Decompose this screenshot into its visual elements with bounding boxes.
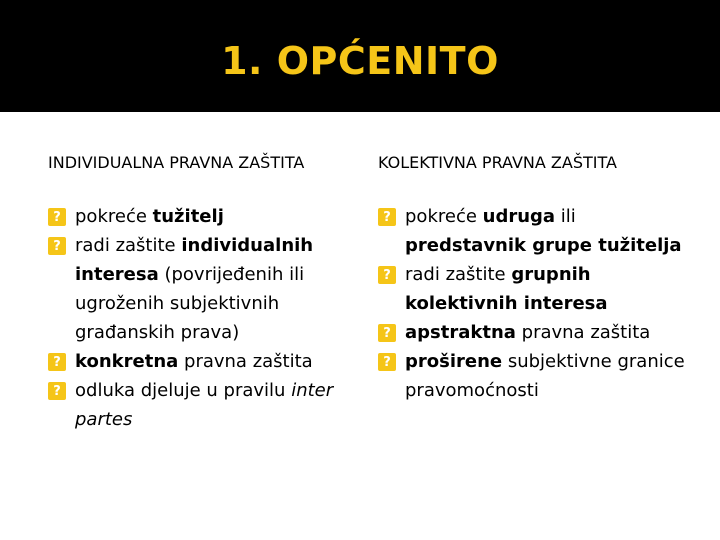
bullet-text: apstraktna — [405, 322, 516, 343]
individual-column — [48, 142, 348, 434]
bullet-glyph: ? — [53, 238, 61, 254]
bullet-glyph: ? — [383, 354, 391, 370]
bullet-text: pokreće — [405, 206, 483, 227]
individual-bullet-item — [48, 376, 348, 434]
bullet-text: pokreće — [75, 206, 153, 227]
bullet-text: tužitelj — [152, 206, 224, 227]
slide-title: 1. OPĆENITO — [221, 39, 499, 83]
collective-bullet-item — [378, 260, 688, 318]
bullet-text: predstavnik grupe tužitelja — [405, 235, 682, 256]
bullet-icon — [48, 353, 66, 371]
bullet-icon — [48, 382, 66, 400]
title-bar — [0, 0, 720, 112]
bullet-text: individualnih interesa — [75, 235, 314, 285]
bullet-text: inter partes — [75, 380, 334, 430]
collective-bullet-item — [378, 347, 688, 405]
bullet-text: grupnih kolektivnih interesa — [405, 264, 608, 314]
bullet-glyph: ? — [383, 209, 391, 225]
collective-bullet-item — [378, 318, 688, 347]
bullet-icon — [48, 208, 66, 226]
individual-bullet-item — [48, 231, 348, 347]
bullet-text: pravna zaštita — [178, 351, 313, 372]
bullet-glyph: ? — [383, 267, 391, 283]
collective-bullet-list — [378, 202, 688, 405]
collective-bullet-item — [378, 202, 688, 260]
bullet-text: odluka djeluje u pravilu — [75, 380, 292, 401]
bullet-text: proširene — [405, 351, 503, 372]
bullet-glyph: ? — [53, 209, 61, 225]
individual-bullet-item — [48, 202, 348, 231]
bullet-icon — [378, 353, 396, 371]
bullet-glyph: ? — [53, 383, 61, 399]
individual-bullet-list — [48, 202, 348, 434]
bullet-text: (povrijeđenih ili ugroženih subjektivnih građanskih prava) — [75, 264, 305, 343]
individual-bullet-item — [48, 347, 348, 376]
bullet-icon — [378, 266, 396, 284]
bullet-text: pravna zaštita — [515, 322, 651, 343]
bullet-text: subjektivne granice pravomoćnosti — [405, 351, 685, 401]
bullet-text: udruga — [482, 206, 556, 227]
bullet-text: ili — [555, 206, 576, 227]
individual-heading: INDIVIDUALNA PRAVNA ZAŠTITA — [48, 153, 305, 172]
bullet-glyph: ? — [383, 325, 391, 341]
bullet-icon — [48, 237, 66, 255]
bullet-icon — [378, 208, 396, 226]
collective-column — [378, 142, 688, 405]
bullet-text: konkretna — [75, 351, 179, 372]
bullet-icon — [378, 324, 396, 342]
collective-heading: KOLEKTIVNA PRAVNA ZAŠTITA — [378, 153, 617, 172]
bullet-text: radi zaštite — [75, 235, 182, 256]
bullet-glyph: ? — [53, 354, 61, 370]
bullet-text: radi zaštite — [405, 264, 512, 285]
